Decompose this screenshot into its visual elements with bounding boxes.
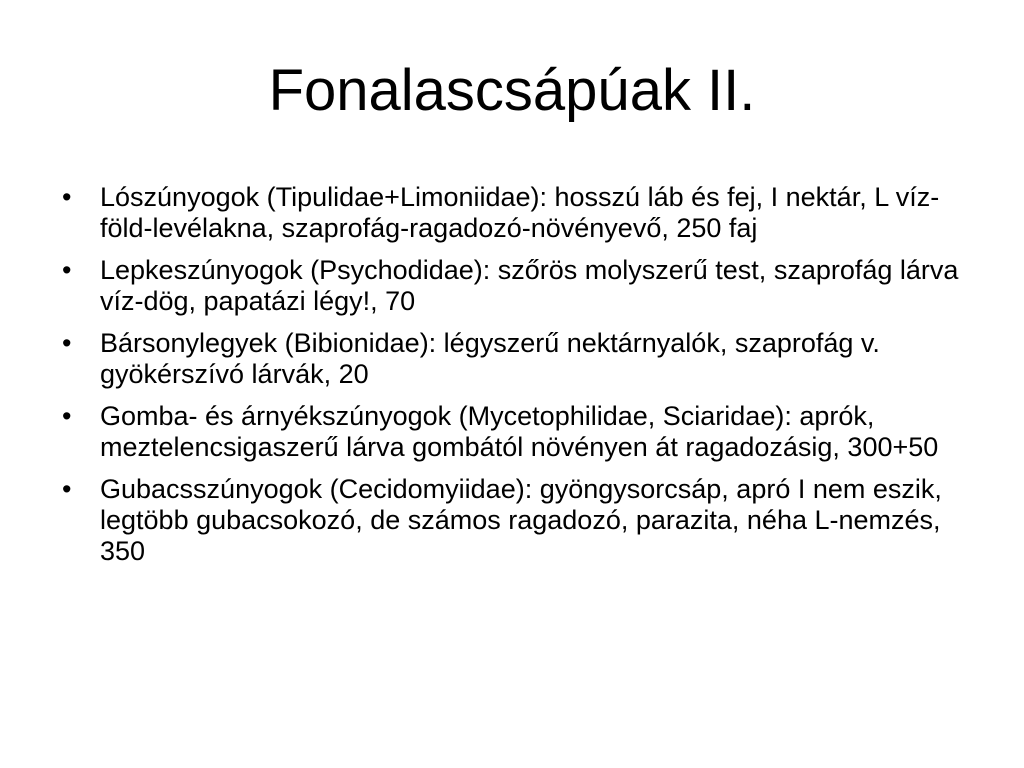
bullet-marker: •	[62, 328, 72, 358]
bullet-item-mycetophilidae	[62, 401, 972, 463]
bullet-text: Bársonylegyek (Bibionidae): légyszerű nektárnyalók, szaprofág v. gyökérszívó lárvák, 20	[100, 328, 880, 389]
bullet-item-cecidomyiidae	[62, 474, 972, 567]
bullet-marker: •	[62, 255, 72, 285]
bullet-marker: •	[62, 182, 72, 212]
bullet-text: Gubacsszúnyogok (Cecidomyiidae): gyöngysorcsáp, apró I nem eszik, legtöbb gubacsokozó, de számos ragadozó, parazita, néha L-nemzés, 350	[100, 474, 942, 566]
bullet-marker: •	[62, 401, 72, 431]
bullet-item-psychodidae	[62, 255, 972, 317]
bullet-list	[62, 182, 972, 578]
slide-title: Fonalascsápúak II.	[268, 58, 756, 123]
bullet-marker: •	[62, 474, 72, 504]
bullet-item-tipulidae	[62, 182, 972, 244]
bullet-item-bibionidae	[62, 328, 972, 390]
bullet-text: Gomba- és árnyékszúnyogok (Mycetophilidae, Sciaridae): aprók, meztelencsigaszerű lárva gombától növényen át ragadozásig, 300+50	[100, 401, 939, 462]
bullet-text: Lepkeszúnyogok (Psychodidae): szőrös molyszerű test, szaprofág lárva víz-dög, papatázi légy!, 70	[100, 255, 959, 316]
bullet-text: Lószúnyogok (Tipulidae+Limoniidae): hosszú láb és fej, I nektár, L víz-föld-levélakna, szaprofág-ragadozó-növényevő, 250 faj	[100, 182, 940, 243]
